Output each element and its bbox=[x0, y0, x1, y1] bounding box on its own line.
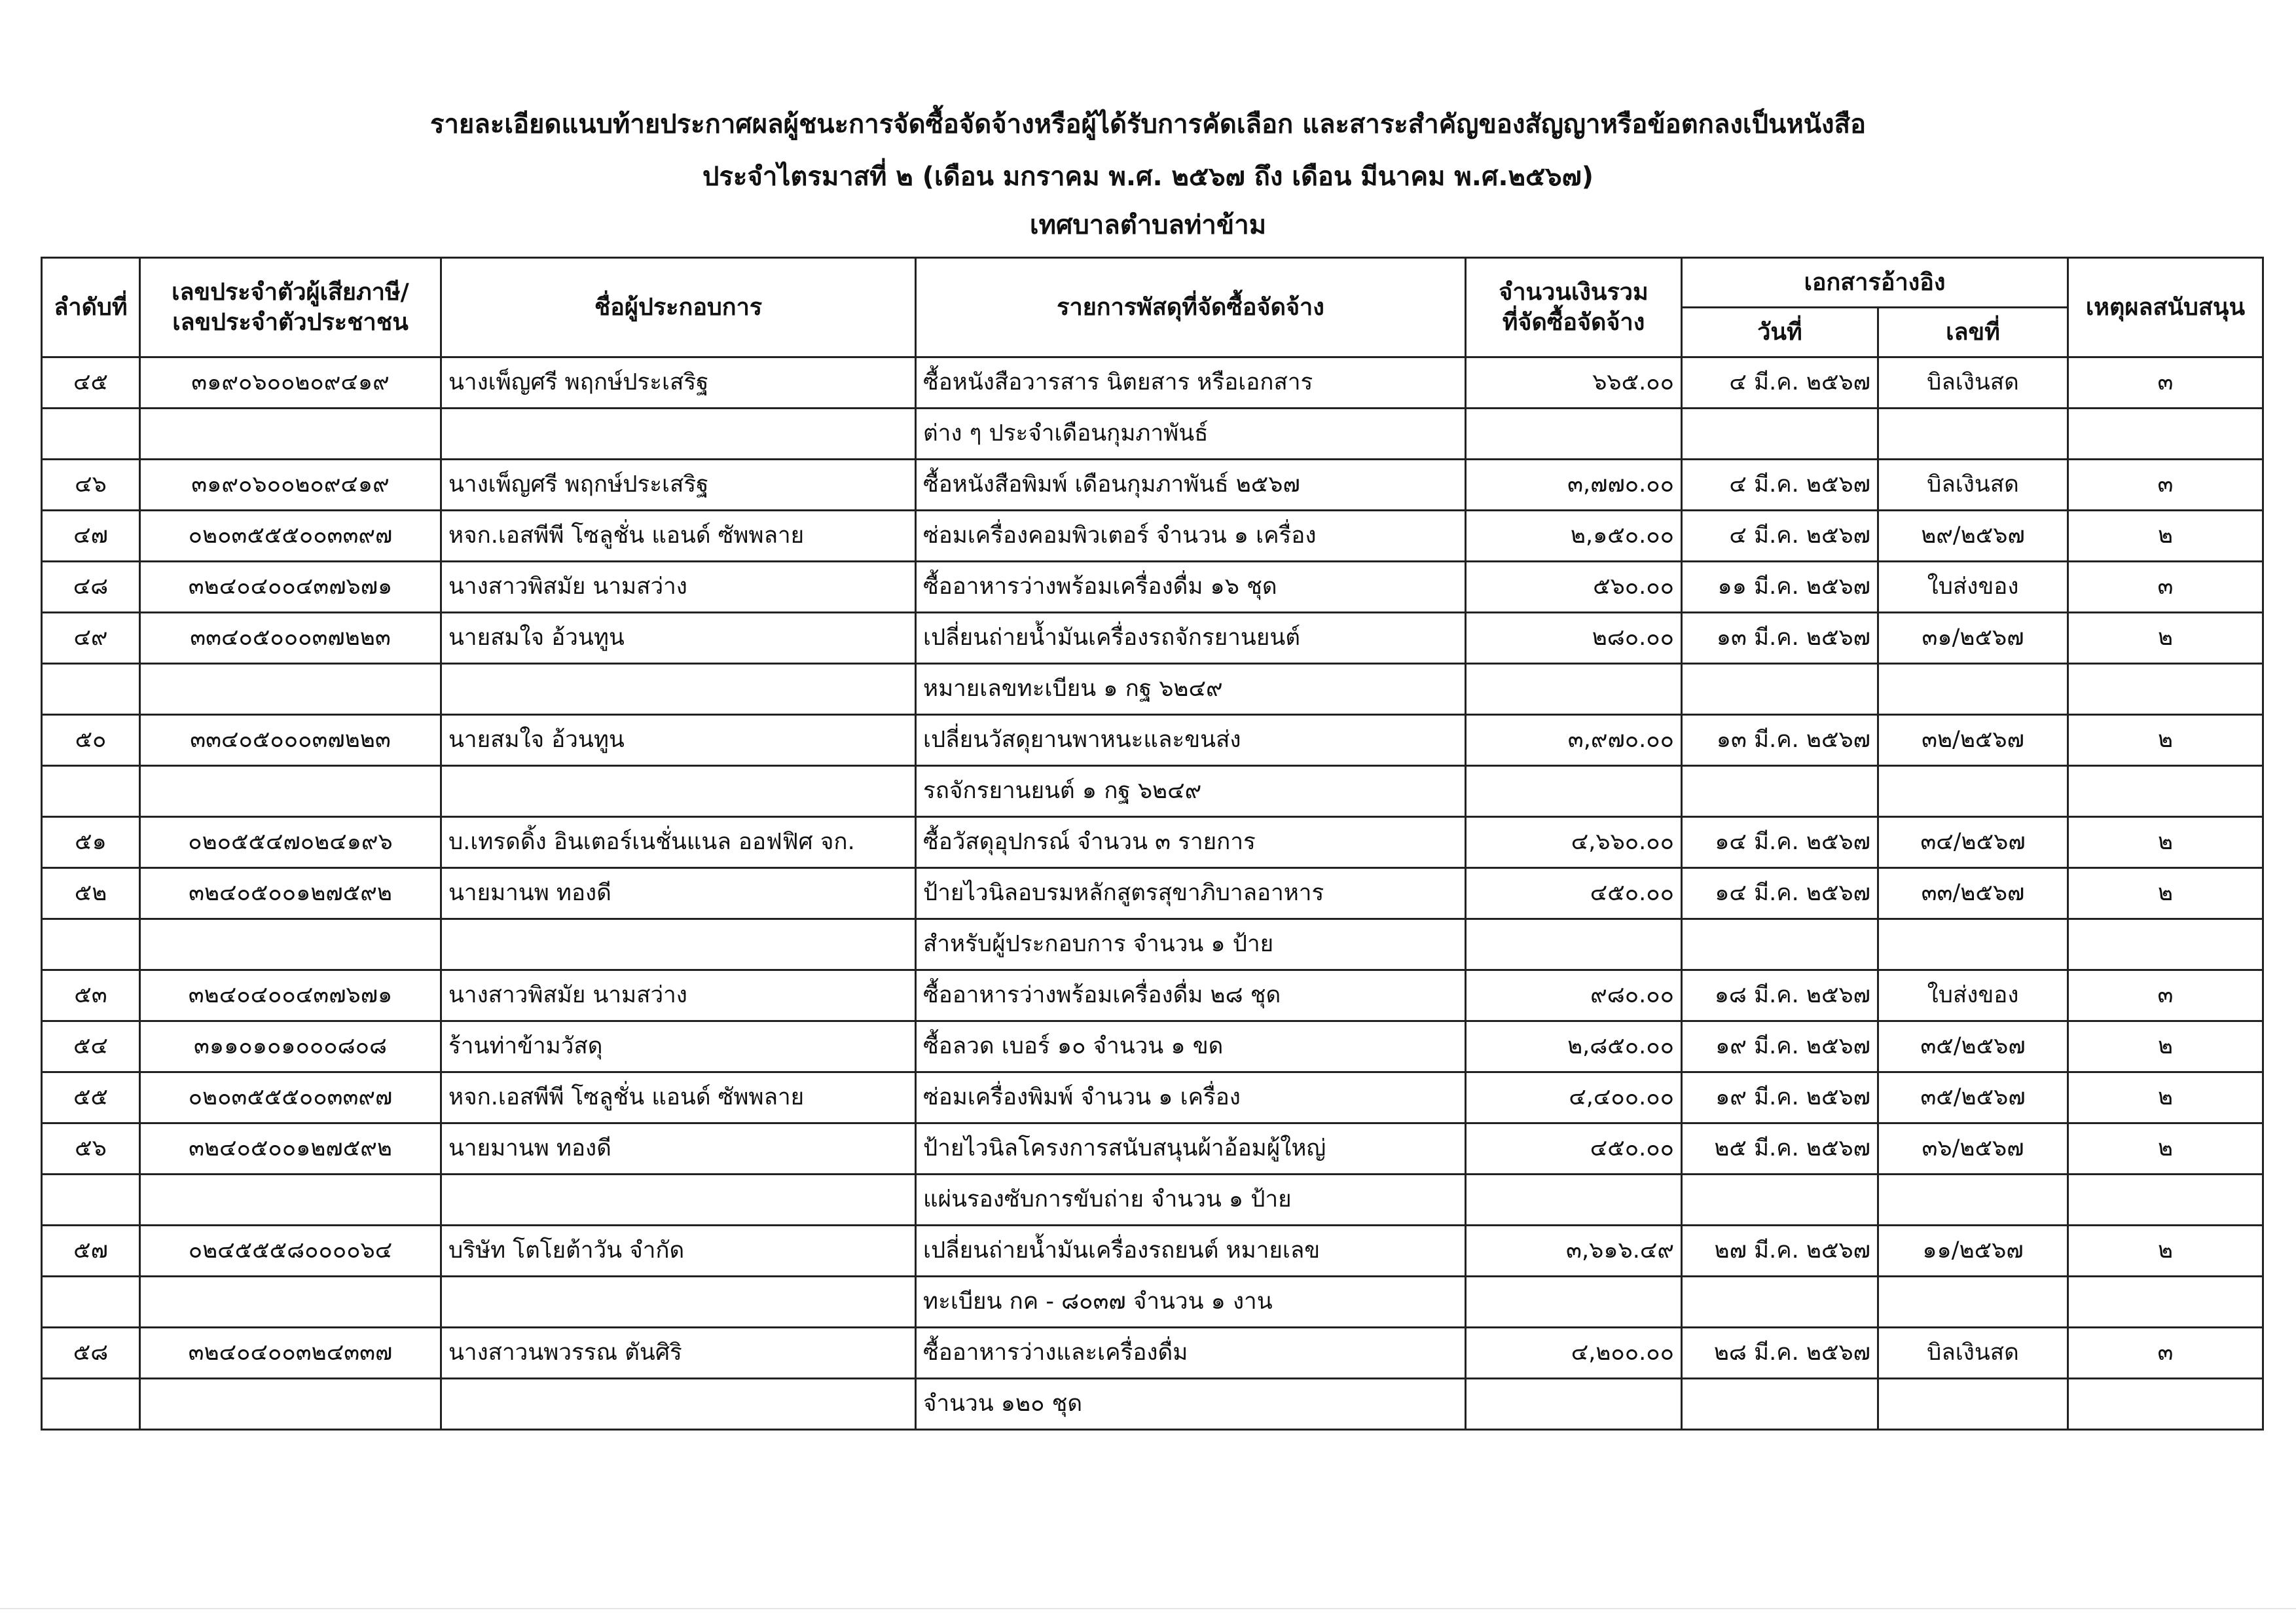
document-period: ประจำไตรมาสที่ ๒ (เดือน มกราคม พ.ศ. ๒๕๖๗ ถึง เดือน มีนาคม พ.ศ.๒๕๖๗) bbox=[702, 162, 1594, 192]
row-reason bbox=[2068, 409, 2263, 460]
row-ref-no: ๓๑/๒๕๖๗ bbox=[1878, 613, 2068, 664]
row-ref-no: ๓๕/๒๕๖๗ bbox=[1878, 1021, 2068, 1072]
row-item: ทะเบียน กค - ๘๐๓๗ จำนวน ๑ งาน bbox=[916, 1277, 1466, 1328]
row-vendor: นางเพ็ญศรี พฤกษ์ประเสริฐ bbox=[441, 357, 916, 409]
row-ref-no: ๓๒/๒๕๖๗ bbox=[1878, 715, 2068, 766]
row-ref-no: บิลเงินสด bbox=[1878, 1328, 2068, 1379]
row-ref-date: ๔ มี.ค. ๒๕๖๗ bbox=[1682, 357, 1878, 409]
row-taxid: ๓๓๔๐๕๐๐๐๓๗๒๒๓ bbox=[140, 715, 441, 766]
row-number: ๕๐ bbox=[42, 715, 140, 766]
col-header-items: รายการพัสดุที่จัดซื้อจัดจ้าง bbox=[916, 258, 1466, 357]
row-amount: ๒,๘๕๐.๐๐ bbox=[1466, 1021, 1682, 1072]
row-amount: ๔,๒๐๐.๐๐ bbox=[1466, 1328, 1682, 1379]
row-amount: ๔,๖๖๐.๐๐ bbox=[1466, 817, 1682, 868]
organization-name: เทศบาลตำบลท่าข้าม bbox=[1029, 210, 1267, 240]
col-header-ref-group: เอกสารอ้างอิง bbox=[1682, 258, 2068, 308]
table-row bbox=[42, 1277, 2263, 1328]
row-number: ๕๕ bbox=[42, 1072, 140, 1123]
row-vendor: นายมานพ ทองดี bbox=[441, 1123, 916, 1175]
row-amount: ๖๖๕.๐๐ bbox=[1466, 357, 1682, 409]
col-header-taxid bbox=[140, 258, 441, 357]
row-item: เปลี่ยนถ่ายน้ำมันเครื่องรถยนต์ หมายเลข bbox=[916, 1226, 1466, 1277]
row-vendor: นายสมใจ อ้วนทูน bbox=[441, 613, 916, 664]
table-row bbox=[42, 1072, 2263, 1123]
row-taxid: ๓๒๔๐๕๐๐๑๒๗๕๙๒ bbox=[140, 868, 441, 919]
row-vendor: นายมานพ ทองดี bbox=[441, 868, 916, 919]
table-row bbox=[42, 1379, 2263, 1430]
row-vendor: นายสมใจ อ้วนทูน bbox=[441, 715, 916, 766]
table-row bbox=[42, 1021, 2263, 1072]
row-ref-no bbox=[1878, 1379, 2068, 1430]
col-header-taxid-line2: เลขประจำตัวประชาชน bbox=[172, 308, 409, 336]
row-amount: ๕๖๐.๐๐ bbox=[1466, 562, 1682, 613]
table-row bbox=[42, 1123, 2263, 1175]
row-taxid: ๐๒๐๕๕๔๗๐๒๔๑๙๖ bbox=[140, 817, 441, 868]
row-reason: ๓ bbox=[2068, 970, 2263, 1021]
row-ref-date: ๒๘ มี.ค. ๒๕๖๗ bbox=[1682, 1328, 1878, 1379]
row-taxid: ๐๒๐๓๕๕๕๐๐๓๓๙๗ bbox=[140, 1072, 441, 1123]
row-item: ซื้อหนังสือวารสาร นิตยสาร หรือเอกสาร bbox=[916, 357, 1466, 409]
row-vendor bbox=[441, 1277, 916, 1328]
col-header-ref-no: เลขที่ bbox=[1878, 308, 2068, 357]
row-ref-no bbox=[1878, 1277, 2068, 1328]
row-amount: ๒,๑๕๐.๐๐ bbox=[1466, 511, 1682, 562]
table-body bbox=[42, 357, 2263, 1430]
col-header-amount-line2: ที่จัดซื้อจัดจ้าง bbox=[1502, 308, 1645, 336]
row-taxid bbox=[140, 1277, 441, 1328]
row-number bbox=[42, 766, 140, 817]
row-ref-date: ๑๔ มี.ค. ๒๕๖๗ bbox=[1682, 817, 1878, 868]
row-ref-date bbox=[1682, 919, 1878, 970]
table-row bbox=[42, 562, 2263, 613]
row-ref-date: ๒๗ มี.ค. ๒๕๖๗ bbox=[1682, 1226, 1878, 1277]
document-title: รายละเอียดแนบท้ายประกาศผลผู้ชนะการจัดซื้อจัดจ้างหรือผู้ได้รับการคัดเลือก และสาระสำคัญของสัญญาหรือข้อตกลงเป็นหนังสือ bbox=[429, 109, 1867, 139]
row-number: ๔๕ bbox=[42, 357, 140, 409]
table-row bbox=[42, 970, 2263, 1021]
row-ref-no: ๒๙/๒๕๖๗ bbox=[1878, 511, 2068, 562]
row-number: ๕๓ bbox=[42, 970, 140, 1021]
row-item: ซื้ออาหารว่างพร้อมเครื่องดื่ม ๑๖ ชุด bbox=[916, 562, 1466, 613]
table-row bbox=[42, 409, 2263, 460]
row-ref-date: ๑๘ มี.ค. ๒๕๖๗ bbox=[1682, 970, 1878, 1021]
row-taxid bbox=[140, 766, 441, 817]
row-item: ต่าง ๆ ประจำเดือนกุมภาพันธ์ bbox=[916, 409, 1466, 460]
row-ref-date bbox=[1682, 1175, 1878, 1226]
row-item: หมายเลขทะเบียน ๑ กฐ ๖๒๔๙ bbox=[916, 664, 1466, 715]
row-ref-no: ใบส่งของ bbox=[1878, 562, 2068, 613]
row-number bbox=[42, 1175, 140, 1226]
row-ref-no: ๓๖/๒๕๖๗ bbox=[1878, 1123, 2068, 1175]
row-vendor: นางเพ็ญศรี พฤกษ์ประเสริฐ bbox=[441, 460, 916, 511]
row-reason: ๒ bbox=[2068, 868, 2263, 919]
row-taxid: ๓๑๙๐๖๐๐๒๐๙๔๑๙ bbox=[140, 460, 441, 511]
row-reason: ๒ bbox=[2068, 715, 2263, 766]
row-vendor: หจก.เอสพีพี โซลูชั่น แอนด์ ซัพพลาย bbox=[441, 511, 916, 562]
row-number: ๔๘ bbox=[42, 562, 140, 613]
row-ref-date: ๒๕ มี.ค. ๒๕๖๗ bbox=[1682, 1123, 1878, 1175]
row-ref-date: ๑๓ มี.ค. ๒๕๖๗ bbox=[1682, 613, 1878, 664]
row-ref-no bbox=[1878, 1175, 2068, 1226]
row-reason bbox=[2068, 919, 2263, 970]
row-reason: ๒ bbox=[2068, 511, 2263, 562]
page-bottom-edge bbox=[0, 1608, 2296, 1609]
table-row bbox=[42, 919, 2263, 970]
row-taxid bbox=[140, 1175, 441, 1226]
row-ref-date: ๑๓ มี.ค. ๒๕๖๗ bbox=[1682, 715, 1878, 766]
row-ref-no: ๓๓/๒๕๖๗ bbox=[1878, 868, 2068, 919]
table-row bbox=[42, 817, 2263, 868]
row-ref-date bbox=[1682, 766, 1878, 817]
row-amount: ๔๕๐.๐๐ bbox=[1466, 1123, 1682, 1175]
row-vendor: นางสาวพิสมัย นามสว่าง bbox=[441, 970, 916, 1021]
row-reason: ๓ bbox=[2068, 562, 2263, 613]
row-reason: ๓ bbox=[2068, 460, 2263, 511]
table-row bbox=[42, 511, 2263, 562]
row-vendor: บริษัท โตโยต้าวัน จำกัด bbox=[441, 1226, 916, 1277]
row-taxid: ๐๒๔๕๕๕๘๐๐๐๐๖๔ bbox=[140, 1226, 441, 1277]
row-number: ๕๗ bbox=[42, 1226, 140, 1277]
table-row bbox=[42, 715, 2263, 766]
row-item: ซื้ออาหารว่างและเครื่องดื่ม bbox=[916, 1328, 1466, 1379]
row-taxid: ๓๒๔๐๔๐๐๔๓๗๖๗๑ bbox=[140, 562, 441, 613]
row-item: ซื้อลวด เบอร์ ๑๐ จำนวน ๑ ขด bbox=[916, 1021, 1466, 1072]
row-ref-date bbox=[1682, 664, 1878, 715]
row-item: เปลี่ยนถ่ายน้ำมันเครื่องรถจักรยานยนต์ bbox=[916, 613, 1466, 664]
row-number: ๔๙ bbox=[42, 613, 140, 664]
row-ref-date: ๑๔ มี.ค. ๒๕๖๗ bbox=[1682, 868, 1878, 919]
row-taxid bbox=[140, 919, 441, 970]
col-header-taxid-line1: เลขประจำตัวผู้เสียภาษี/ bbox=[172, 278, 409, 306]
row-reason bbox=[2068, 1379, 2263, 1430]
row-reason: ๒ bbox=[2068, 1226, 2263, 1277]
row-reason bbox=[2068, 1175, 2263, 1226]
row-vendor bbox=[441, 1175, 916, 1226]
row-taxid: ๓๓๔๐๕๐๐๐๓๗๒๒๓ bbox=[140, 613, 441, 664]
row-amount: ๓,๙๗๐.๐๐ bbox=[1466, 715, 1682, 766]
row-number: ๕๒ bbox=[42, 868, 140, 919]
table-row bbox=[42, 613, 2263, 664]
row-ref-no bbox=[1878, 766, 2068, 817]
row-reason bbox=[2068, 1277, 2263, 1328]
row-number: ๔๖ bbox=[42, 460, 140, 511]
row-amount: ๔๕๐.๐๐ bbox=[1466, 868, 1682, 919]
row-taxid bbox=[140, 1379, 441, 1430]
table-row bbox=[42, 664, 2263, 715]
row-vendor bbox=[441, 766, 916, 817]
table-row bbox=[42, 766, 2263, 817]
row-vendor: ร้านท่าข้ามวัสดุ bbox=[441, 1021, 916, 1072]
row-item: สำหรับผู้ประกอบการ จำนวน ๑ ป้าย bbox=[916, 919, 1466, 970]
table-row bbox=[42, 1175, 2263, 1226]
row-number: ๕๑ bbox=[42, 817, 140, 868]
row-vendor bbox=[441, 409, 916, 460]
row-ref-date: ๔ มี.ค. ๒๕๖๗ bbox=[1682, 460, 1878, 511]
row-vendor: นางสาวนพวรรณ ตันศิริ bbox=[441, 1328, 916, 1379]
row-number bbox=[42, 409, 140, 460]
row-item: ป้ายไวนิลอบรมหลักสูตรสุขาภิบาลอาหาร bbox=[916, 868, 1466, 919]
row-ref-date bbox=[1682, 1379, 1878, 1430]
row-amount bbox=[1466, 664, 1682, 715]
row-taxid: ๓๑๑๐๑๐๑๐๐๐๘๐๘ bbox=[140, 1021, 441, 1072]
row-vendor: หจก.เอสพีพี โซลูชั่น แอนด์ ซัพพลาย bbox=[441, 1072, 916, 1123]
table-row bbox=[42, 460, 2263, 511]
row-ref-no: ๓๕/๒๕๖๗ bbox=[1878, 1072, 2068, 1123]
row-amount: ๙๘๐.๐๐ bbox=[1466, 970, 1682, 1021]
row-item: ซื้อวัสดุอุปกรณ์ จำนวน ๓ รายการ bbox=[916, 817, 1466, 868]
row-number: ๔๗ bbox=[42, 511, 140, 562]
row-ref-no: ๑๑/๒๕๖๗ bbox=[1878, 1226, 2068, 1277]
row-item: ซ่อมเครื่องคอมพิวเตอร์ จำนวน ๑ เครื่อง bbox=[916, 511, 1466, 562]
row-vendor: บ.เทรดดิ้ง อินเตอร์เนชั่นแนล ออฟฟิศ จก. bbox=[441, 817, 916, 868]
row-reason bbox=[2068, 766, 2263, 817]
row-amount bbox=[1466, 1379, 1682, 1430]
row-item: เปลี่ยนวัสดุยานพาหนะและขนส่ง bbox=[916, 715, 1466, 766]
table-row bbox=[42, 868, 2263, 919]
col-header-vendor: ชื่อผู้ประกอบการ bbox=[441, 258, 916, 357]
table-row bbox=[42, 357, 2263, 409]
row-ref-no bbox=[1878, 919, 2068, 970]
row-item: ซื้ออาหารว่างพร้อมเครื่องดื่ม ๒๘ ชุด bbox=[916, 970, 1466, 1021]
row-amount: ๔,๔๐๐.๐๐ bbox=[1466, 1072, 1682, 1123]
row-number bbox=[42, 664, 140, 715]
row-taxid: ๐๒๐๓๕๕๕๐๐๓๓๙๗ bbox=[140, 511, 441, 562]
row-reason: ๒ bbox=[2068, 1021, 2263, 1072]
row-reason: ๒ bbox=[2068, 1123, 2263, 1175]
row-ref-date: ๑๙ มี.ค. ๒๕๖๗ bbox=[1682, 1072, 1878, 1123]
row-ref-date: ๑๑ มี.ค. ๒๕๖๗ bbox=[1682, 562, 1878, 613]
row-ref-date: ๑๙ มี.ค. ๒๕๖๗ bbox=[1682, 1021, 1878, 1072]
row-number bbox=[42, 1277, 140, 1328]
row-vendor bbox=[441, 919, 916, 970]
row-reason: ๒ bbox=[2068, 1072, 2263, 1123]
row-item: ป้ายไวนิลโครงการสนับสนุนผ้าอ้อมผู้ใหญ่ bbox=[916, 1123, 1466, 1175]
row-ref-no: ๓๔/๒๕๖๗ bbox=[1878, 817, 2068, 868]
row-reason: ๓ bbox=[2068, 357, 2263, 409]
row-item: จำนวน ๑๒๐ ชุด bbox=[916, 1379, 1466, 1430]
row-amount bbox=[1466, 919, 1682, 970]
row-item: ซ่อมเครื่องพิมพ์ จำนวน ๑ เครื่อง bbox=[916, 1072, 1466, 1123]
row-taxid: ๓๑๙๐๖๐๐๒๐๙๔๑๙ bbox=[140, 357, 441, 409]
procurement-table bbox=[41, 257, 2264, 1431]
row-taxid: ๓๒๔๐๕๐๐๑๒๗๕๙๒ bbox=[140, 1123, 441, 1175]
row-amount bbox=[1466, 409, 1682, 460]
row-ref-no bbox=[1878, 409, 2068, 460]
col-header-amount-line1: จำนวนเงินรวม bbox=[1499, 278, 1649, 306]
col-header-amount bbox=[1466, 258, 1682, 357]
row-item: รถจักรยานยนต์ ๑ กฐ ๖๒๔๙ bbox=[916, 766, 1466, 817]
row-amount bbox=[1466, 766, 1682, 817]
row-reason: ๒ bbox=[2068, 613, 2263, 664]
document-header bbox=[0, 98, 2296, 247]
row-number bbox=[42, 1379, 140, 1430]
row-reason bbox=[2068, 664, 2263, 715]
row-ref-no: บิลเงินสด bbox=[1878, 357, 2068, 409]
row-amount bbox=[1466, 1277, 1682, 1328]
col-header-no: ลำดับที่ bbox=[42, 258, 140, 357]
row-vendor bbox=[441, 664, 916, 715]
row-ref-date: ๔ มี.ค. ๒๕๖๗ bbox=[1682, 511, 1878, 562]
row-amount: ๒๘๐.๐๐ bbox=[1466, 613, 1682, 664]
row-amount: ๓,๗๗๐.๐๐ bbox=[1466, 460, 1682, 511]
table-header bbox=[42, 258, 2263, 357]
row-vendor: นางสาวพิสมัย นามสว่าง bbox=[441, 562, 916, 613]
table-row bbox=[42, 1328, 2263, 1379]
row-number: ๕๘ bbox=[42, 1328, 140, 1379]
row-ref-no bbox=[1878, 664, 2068, 715]
row-number: ๕๔ bbox=[42, 1021, 140, 1072]
row-reason: ๓ bbox=[2068, 1328, 2263, 1379]
row-taxid bbox=[140, 664, 441, 715]
col-header-ref-date: วันที่ bbox=[1682, 308, 1878, 357]
row-number: ๕๖ bbox=[42, 1123, 140, 1175]
row-ref-date bbox=[1682, 1277, 1878, 1328]
col-header-reason: เหตุผลสนับสนุน bbox=[2068, 258, 2263, 357]
row-taxid bbox=[140, 409, 441, 460]
row-ref-no: บิลเงินสด bbox=[1878, 460, 2068, 511]
row-reason: ๒ bbox=[2068, 817, 2263, 868]
row-amount: ๓,๖๑๖.๔๙ bbox=[1466, 1226, 1682, 1277]
row-vendor bbox=[441, 1379, 916, 1430]
row-taxid: ๓๒๔๐๔๐๐๔๓๗๖๗๑ bbox=[140, 970, 441, 1021]
row-taxid: ๓๒๔๐๔๐๐๓๒๔๓๓๗ bbox=[140, 1328, 441, 1379]
row-amount bbox=[1466, 1175, 1682, 1226]
row-number bbox=[42, 919, 140, 970]
row-ref-no: ใบส่งของ bbox=[1878, 970, 2068, 1021]
row-item: ซื้อหนังสือพิมพ์ เดือนกุมภาพันธ์ ๒๕๖๗ bbox=[916, 460, 1466, 511]
row-ref-date bbox=[1682, 409, 1878, 460]
table-row bbox=[42, 1226, 2263, 1277]
row-item: แผ่นรองซับการขับถ่าย จำนวน ๑ ป้าย bbox=[916, 1175, 1466, 1226]
